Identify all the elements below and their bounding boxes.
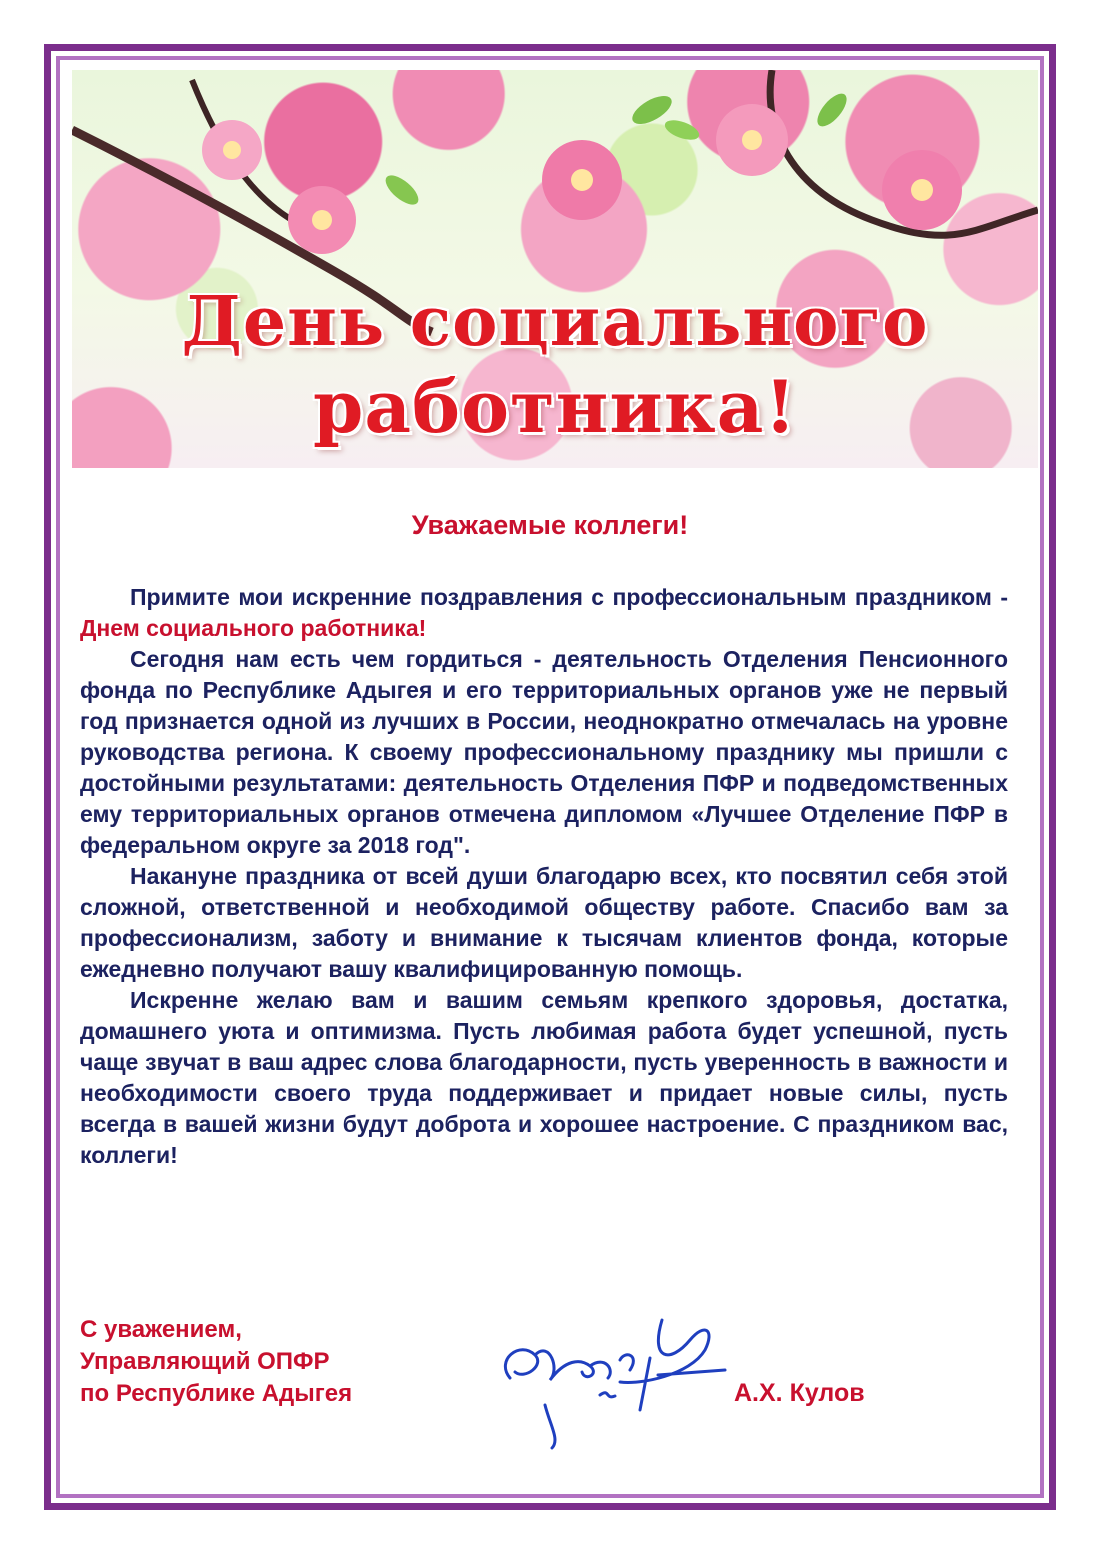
letter-body (80, 582, 1008, 1171)
banner-title-line2: работника! (312, 364, 797, 449)
flower-banner (72, 70, 1038, 468)
letter-greeting: Уважаемые коллеги! (411, 510, 689, 540)
paragraph-2: Сегодня нам есть чем гордиться - деятельность Отделения Пенсионного фонда по Республике Адыгея и его территориальных органов уже не первый год признается одной из лучших в России, неоднократно отмечалась на уровне руководства региона. К своему профессиональному празднику мы пришли с достойными результатами: деятельность Отделения ПФР и подведомственных ему территориальных органов отмечена дипломом «Лучшее Отделение ПФР в федеральном округе за 2018 год". (80, 646, 1008, 858)
paragraph-1 (80, 582, 1008, 644)
handwritten-signature (490, 1300, 730, 1450)
signer-region: по Республике Адыгея (80, 1380, 353, 1407)
banner-title-line1: День социального (181, 282, 929, 362)
paragraph-1-text: Примите мои искренние поздравления с профессиональным праздником - (130, 584, 1008, 610)
signature-block (80, 1314, 352, 1410)
paragraph-4: Искренне желаю вам и вашим семьям крепкого здоровья, достатка, домашнего уюта и оптимизма. Пусть любимая работа будет успешной, пусть чаще звучат в ваш адрес слова благодарности, пусть уверенность в важности и необходимости своего труда поддерживает и придает новые силы, пусть всегда в вашей жизни будут доброта и хорошее настроение. С праздником вас, коллеги! (80, 987, 1008, 1168)
closing-regards: С уважением, (80, 1316, 242, 1343)
holiday-name-highlight: Днем социального работника! (80, 615, 427, 641)
paragraph-3: Накануне праздника от всей души благодарю всех, кто посвятил себя этой сложной, ответственной и необходимой обществу работе. Спасибо вам за профессионализм, заботу и внимание к тысячам клиентов фонда, которые ежедневно получают вашу квалифицированную помощь. (80, 863, 1008, 982)
signer-name: А.Х. Кулов (734, 1379, 865, 1407)
signer-position: Управляющий ОПФР (80, 1348, 330, 1375)
